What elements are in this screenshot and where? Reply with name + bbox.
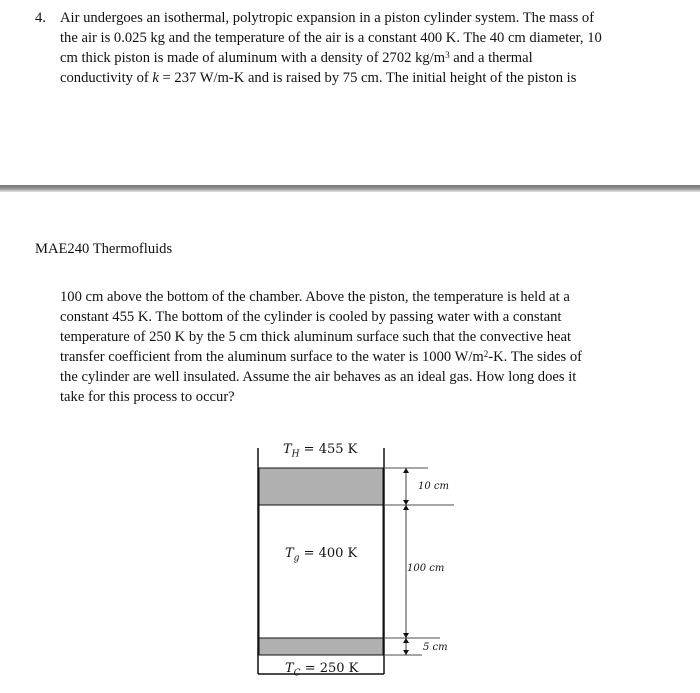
cont-line-6: take for this process to occur? — [60, 389, 235, 405]
cont-line-5: the cylinder are well insulated. Assume the air behaves as an ideal gas. How long does it — [60, 369, 577, 385]
diagram-drawing — [240, 436, 500, 693]
dim-piston-label: 10 cm — [418, 481, 449, 492]
squared-superscript: 2 — [483, 349, 489, 359]
question-line-1: Air undergoes an isothermal, polytropic expansion in a piston cylinder system. The mass of — [60, 10, 595, 26]
th-label: $T_H = 455$ K — [283, 442, 358, 460]
question-line-4: conductivity of k = 237 W/m-K and is raised by 75 cm. The initial height of the piston is — [60, 70, 577, 86]
continuation-paragraph — [60, 287, 635, 407]
page-divider — [0, 185, 700, 192]
cont-line-4: transfer coefficient from the aluminum surface to the water is 1000 $W/m^2-K$. The sides of — [60, 349, 583, 365]
cont-line-3: temperature of 250 K by the 5 cm thick aluminum surface such that the convective heat — [60, 329, 572, 345]
tc-label: $T_C = 250$ K — [285, 661, 359, 679]
cont-line-2: constant 455 K. The bottom of the cylinder is cooled by passing water with a constant — [60, 309, 562, 325]
cont-line-1: 100 cm above the bottom of the chamber. Above the piston, the temperature is held at a — [60, 289, 570, 305]
question-line-2: the air is 0.025 kg and the temperature of the air is a constant 400 K. The 40 cm diameter, 10 — [60, 30, 602, 46]
aluminum-base — [259, 638, 383, 655]
course-header: MAE240 Thermofluids — [35, 241, 173, 257]
cubed-superscript: 3 — [445, 50, 450, 60]
dim-height-label: 100 cm — [407, 563, 445, 574]
gas-chamber — [259, 505, 383, 638]
aluminum-piston — [259, 468, 383, 505]
question-line-3: cm thick piston is made of aluminum with a density of 2702 $kg/m^3$ and a thermal — [60, 50, 533, 66]
k-symbol: k — [152, 70, 159, 86]
question-number: 4. — [35, 10, 46, 26]
tg-label: $T_g = 400$ K — [285, 546, 358, 564]
dim-base-label: 5 cm — [423, 642, 448, 653]
piston-cylinder-diagram — [240, 436, 500, 693]
